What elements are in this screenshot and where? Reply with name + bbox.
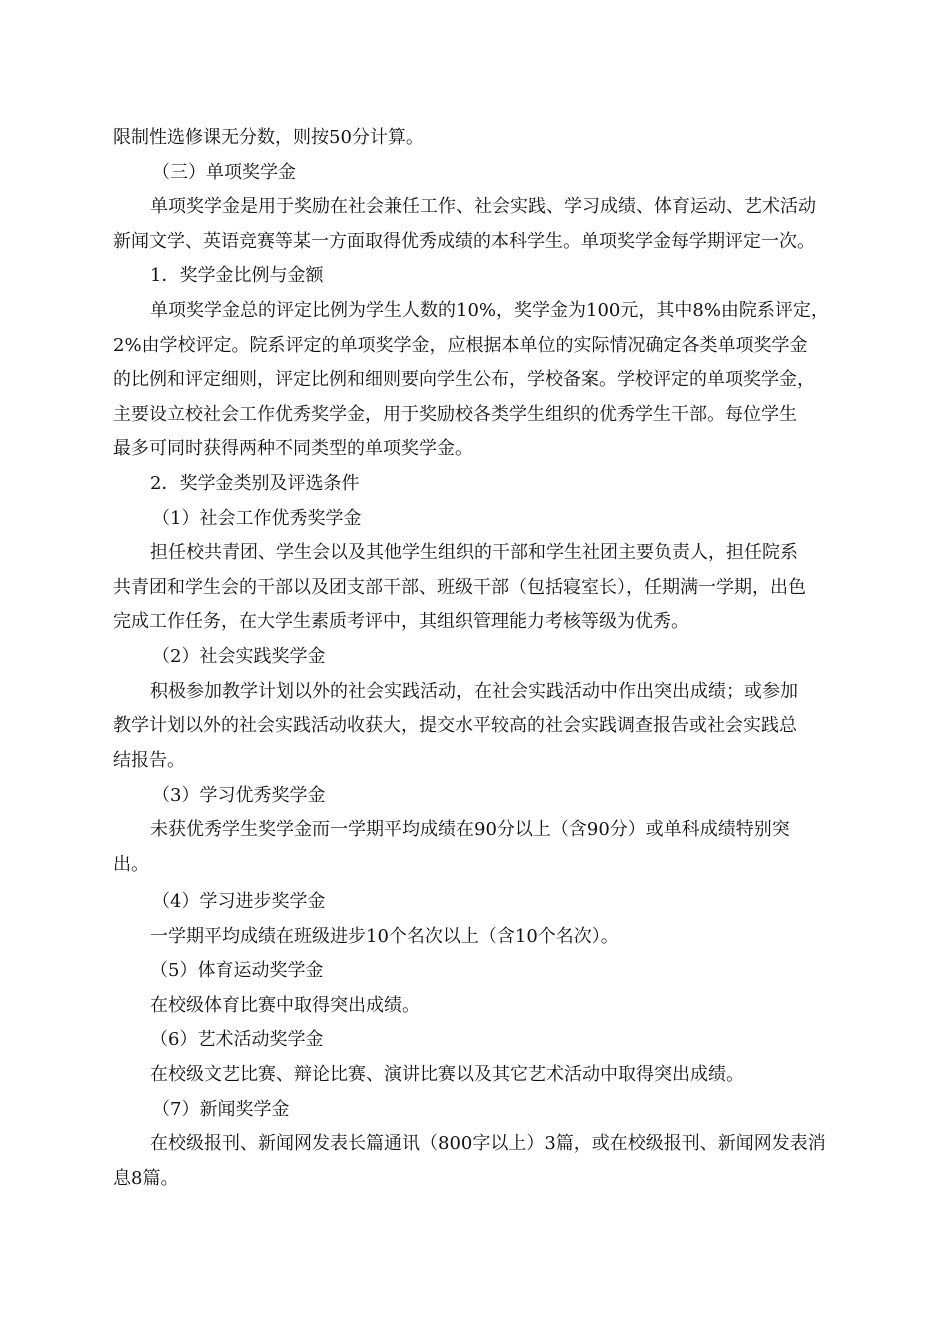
subsection-heading: 1．奖学金比例与金额 <box>150 265 324 286</box>
paragraph-line: 未获优秀学生奖学金而一学期平均成绩在90分以上（含90分）或单科成绩特别突 <box>150 819 790 840</box>
item-heading: （2）社会实践奖学金 <box>152 646 326 667</box>
paragraph-line: 共青团和学生会的干部以及团支部干部、班级干部（包括寝室长），任期满一学期，出色 <box>113 577 806 598</box>
item-heading: （5）体育运动奖学金 <box>150 960 324 981</box>
paragraph-line: 息8篇。 <box>113 1168 179 1189</box>
item-heading: （4）学习进步奖学金 <box>152 891 326 912</box>
paragraph-line: 单项奖学金总的评定比例为学生人数的10%，奖学金为100元，其中8%由院系评定， <box>150 300 829 321</box>
paragraph-line: 完成工作任务，在大学生素质考评中，其组织管理能力考核等级为优秀。 <box>113 611 689 632</box>
paragraph-line: 积极参加教学计划以外的社会实践活动，在社会实践活动中作出突出成绩；或参加 <box>150 681 798 702</box>
paragraph-line: 结报告。 <box>113 750 185 771</box>
paragraph-line: 在校级文艺比赛、辩论比赛、演讲比赛以及其它艺术活动中取得突出成绩。 <box>150 1064 744 1085</box>
paragraph-line: 在校级报刊、新闻网发表长篇通讯（800字以上）3篇，或在校级报刊、新闻网发表消 <box>150 1133 826 1154</box>
paragraph-line: 主要设立校社会工作优秀奖学金，用于奖励校各类学生组织的优秀学生干部。每位学生 <box>113 404 797 425</box>
paragraph-line: 限制性选修课无分数，则按50分计算。 <box>113 127 424 148</box>
item-heading: （1）社会工作优秀奖学金 <box>152 508 362 529</box>
item-heading: （3）学习优秀奖学金 <box>152 785 326 806</box>
section-heading: （三）单项奖学金 <box>152 162 296 183</box>
paragraph-line: 担任校共青团、学生会以及其他学生组织的干部和学生社团主要负责人，担任院系 <box>150 542 798 563</box>
paragraph-line: 2%由学校评定。院系评定的单项奖学金，应根据本单位的实际情况确定各类单项奖学金 <box>113 335 808 356</box>
paragraph-line: 的比例和评定细则，评定比例和细则要向学生公布，学校备案。学校评定的单项奖学金， <box>113 369 815 390</box>
paragraph-line: 在校级体育比赛中取得突出成绩。 <box>150 995 420 1016</box>
paragraph-line: 教学计划以外的社会实践活动收获大，提交水平较高的社会实践调查报告或社会实践总 <box>113 715 797 736</box>
paragraph-line: 新闻文学、英语竞赛等某一方面取得优秀成绩的本科学生。单项奖学金每学期评定一次。 <box>113 231 815 252</box>
paragraph-line: 最多可同时获得两种不同类型的单项奖学金。 <box>113 438 473 459</box>
paragraph-line: 一学期平均成绩在班级进步10个名次以上（含10个名次）。 <box>150 926 619 947</box>
item-heading: （6）艺术活动奖学金 <box>150 1029 324 1050</box>
paragraph-line: 出。 <box>113 854 149 875</box>
paragraph-line: 单项奖学金是用于奖励在社会兼任工作、社会实践、学习成绩、体育运动、艺术活动 <box>150 196 816 217</box>
subsection-heading: 2．奖学金类别及评选条件 <box>150 473 360 494</box>
item-heading: （7）新闻奖学金 <box>152 1099 290 1120</box>
